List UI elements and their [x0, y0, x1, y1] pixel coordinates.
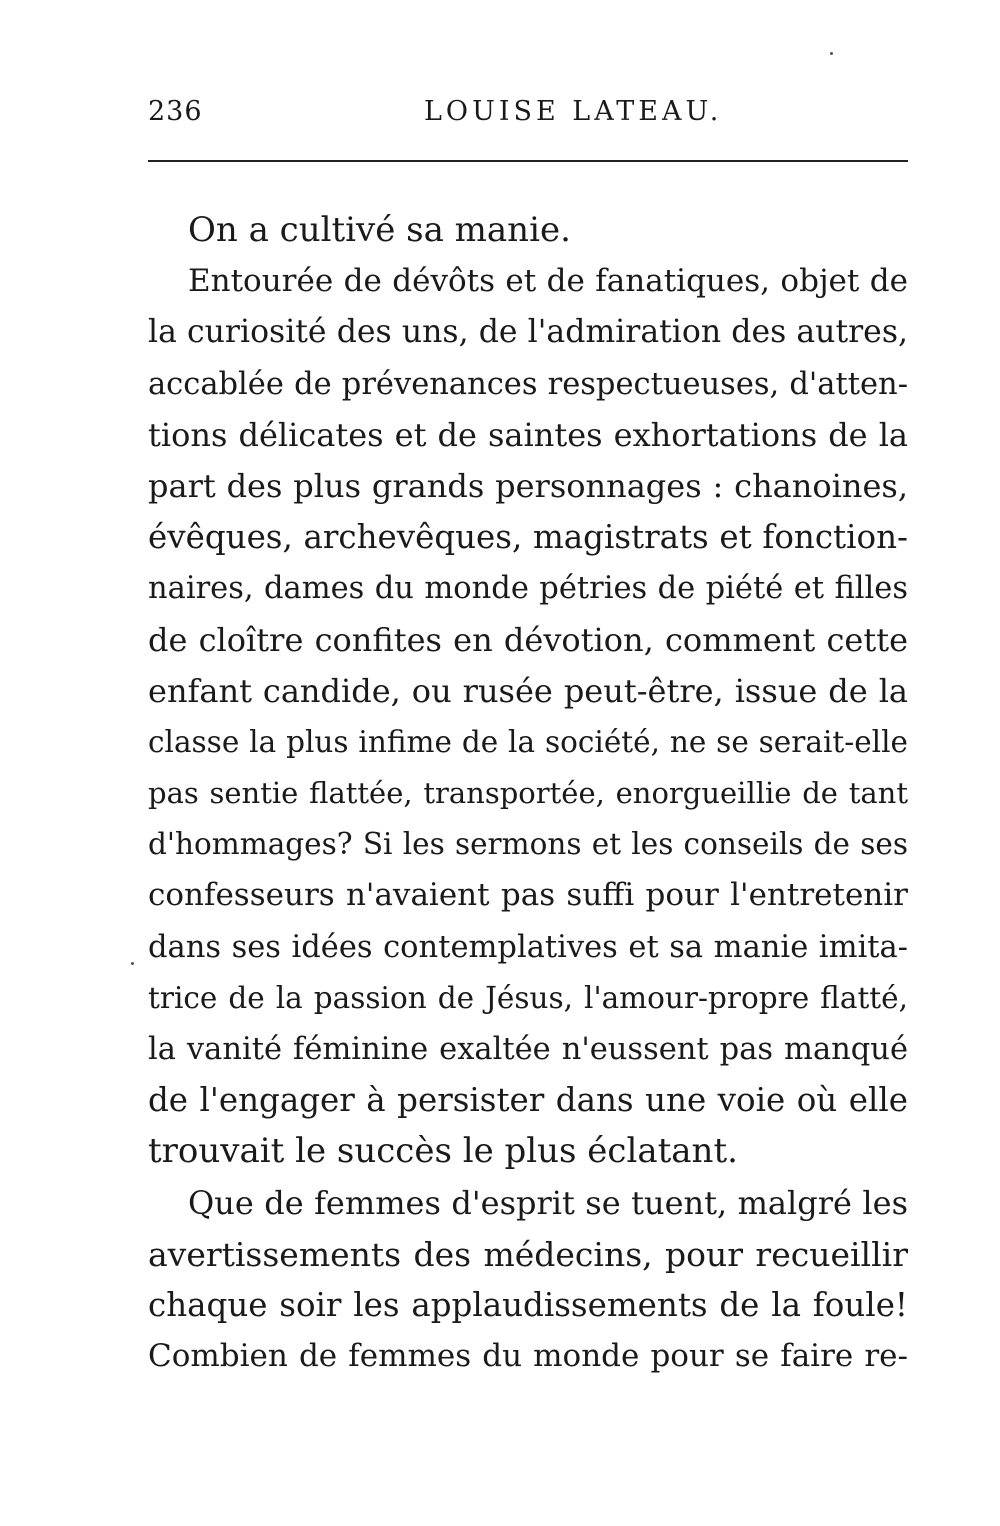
running-title: LOUISE LATEAU. — [424, 96, 723, 127]
text-line: de cloître confites en dévotion, comment cette — [148, 620, 908, 659]
text-line: Que de femmes d'esprit se tuent, malgré les — [188, 1183, 908, 1222]
text-line: avertissements des médecins, pour recueillir — [148, 1234, 908, 1274]
text-line: naires, dames du monde pétries de piété et filles — [148, 571, 908, 607]
text-line: évêques, archevêques, magistrats et fonction- — [148, 518, 908, 557]
text-line: dans ses idées contemplatives et sa manie imita- — [148, 929, 908, 965]
text-line: accablée de prévenances respectueuses, d'atten- — [148, 366, 908, 402]
text-line: On a cultivé sa manie. — [188, 210, 571, 250]
body-text — [148, 205, 908, 1382]
text-line: enfant candide, ou rusée peut-être, issue de la — [148, 671, 908, 710]
text-line: chaque soir les applaudissements de la foule! — [148, 1285, 908, 1324]
text-line: trice de la passion de Jésus, l'amour-propre flatté, — [148, 980, 908, 1015]
text-line: tions délicates et de saintes exhortations de la — [148, 415, 908, 454]
header-rule — [148, 160, 908, 162]
text-line: d'hommages? Si les sermons et les conseils de ses — [148, 827, 908, 862]
text-line: Entourée de dévôts et de fanatiques, objet de — [188, 263, 908, 300]
text-line: la vanité féminine exaltée n'eussent pas manqué — [148, 1032, 908, 1067]
text-line: part des plus grands personnages : chanoines, — [148, 466, 908, 505]
scan-speck — [131, 962, 134, 965]
page-number: 236 — [148, 96, 203, 127]
text-line: pas sentie flattée, transportée, enorgueillie de tant — [148, 776, 908, 811]
text-line: la curiosité des uns, de l'admiration des autres, — [148, 314, 908, 351]
text-line: confesseurs n'avaient pas suffi pour l'entretenir — [148, 877, 908, 914]
text-line: Combien de femmes du monde pour se faire re- — [148, 1338, 908, 1375]
scan-speck — [830, 52, 833, 55]
page-header — [148, 96, 910, 136]
text-line: de l'engager à persister dans une voie où elle — [148, 1081, 908, 1120]
text-line: classe la plus infime de la société, ne se serait-elle — [148, 724, 908, 759]
text-line: trouvait le succès le plus éclatant. — [148, 1131, 738, 1172]
